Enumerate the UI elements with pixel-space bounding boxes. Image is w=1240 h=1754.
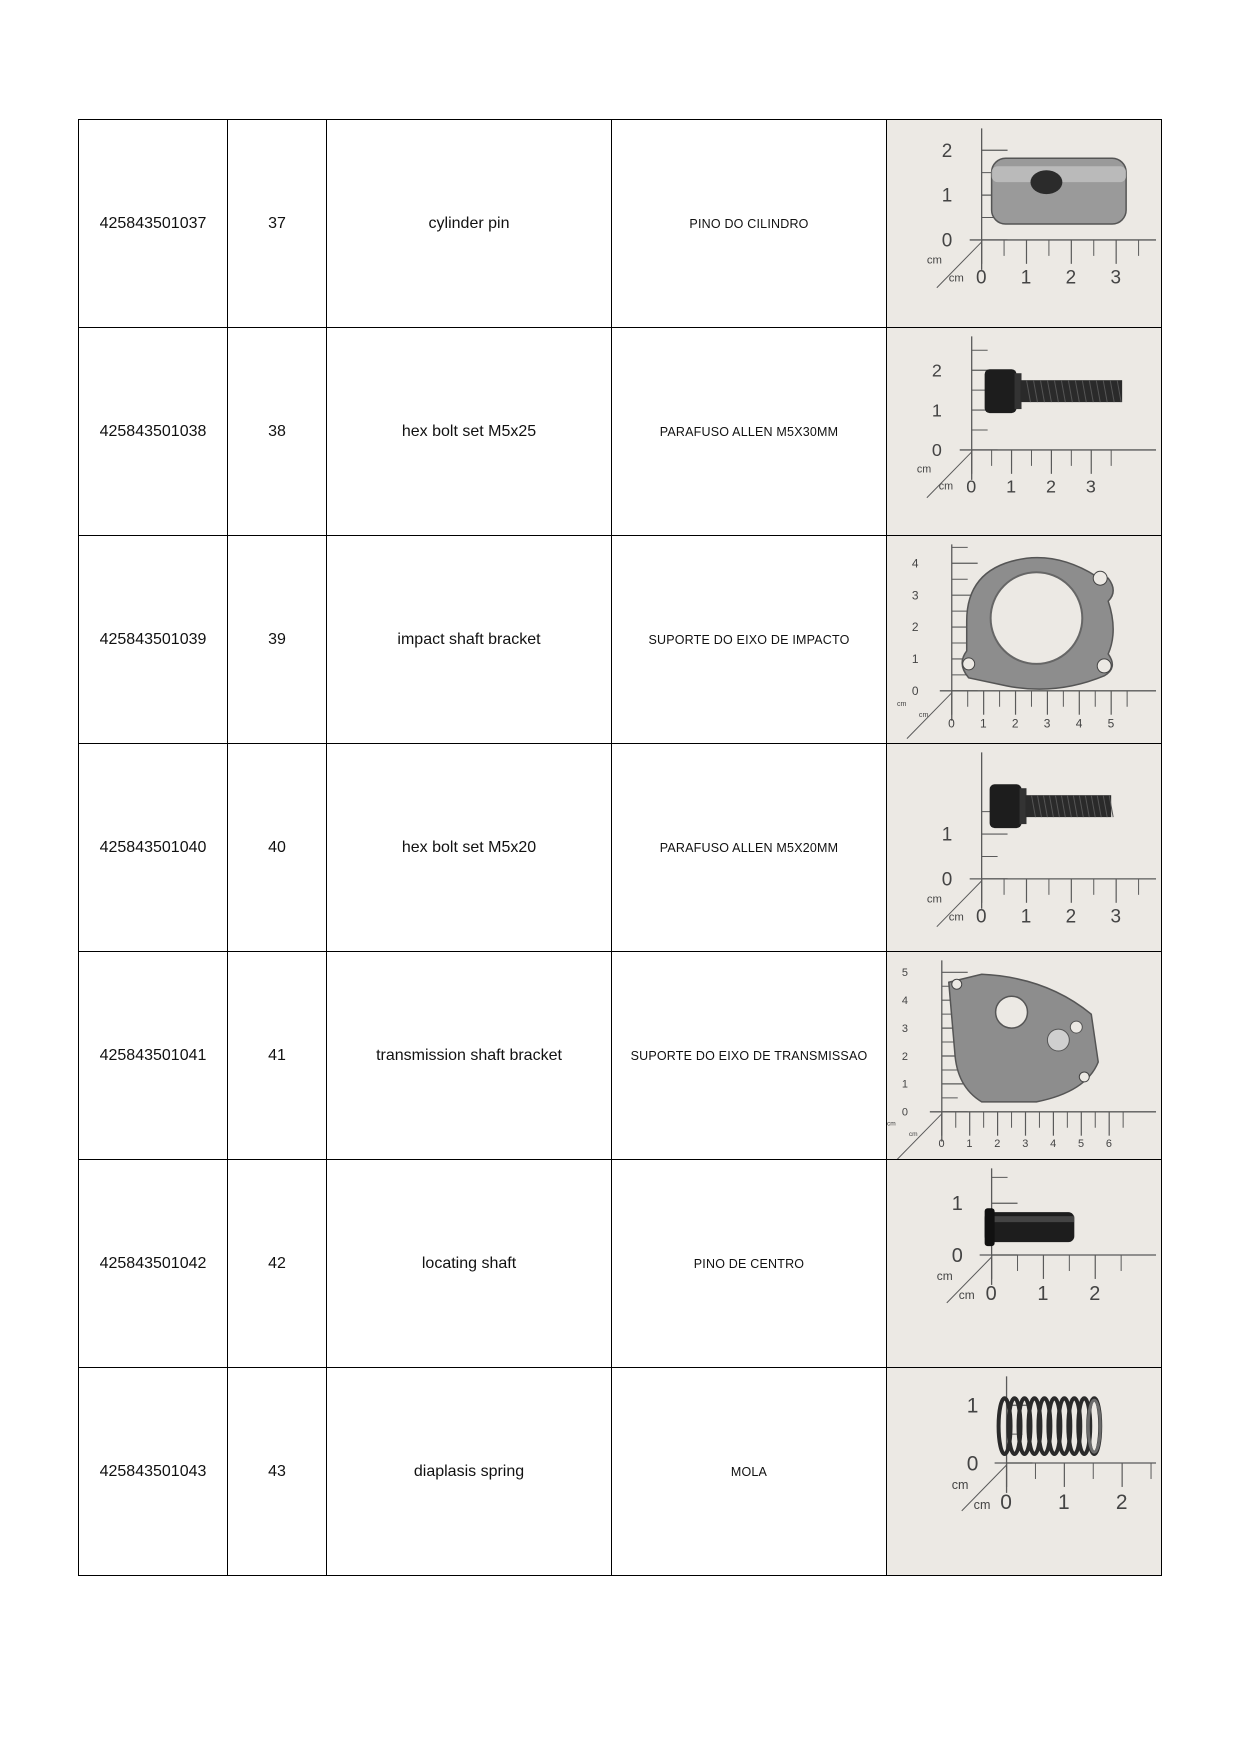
ruler-unit-label: cm [918, 711, 929, 720]
ruler-x-label: 0 [985, 1282, 997, 1305]
ruler-x-label: 3 [1085, 476, 1096, 497]
ruler-unit-label: cm [958, 1287, 975, 1302]
part-code: 425843501040 [79, 744, 228, 952]
part-name-pt: PARAFUSO ALLEN M5X20MM [612, 744, 887, 952]
ruler-y-label: 1 [951, 1193, 963, 1216]
transmission-bracket-photo [887, 952, 1161, 1159]
ruler-unit-label: cm [926, 893, 942, 906]
part-name-pt: PARAFUSO ALLEN M5X30MM [612, 328, 887, 536]
ruler-y-label: 0 [941, 869, 953, 891]
ruler-x-label: 5 [1078, 1138, 1085, 1151]
table-row [79, 120, 1162, 328]
part-name-pt: PINO DO CILINDRO [612, 120, 887, 328]
ruler-unit-label: cm [948, 272, 964, 285]
table-row [79, 952, 1162, 1160]
part-shape [949, 974, 1098, 1102]
ruler-y-label: 0 [901, 1106, 909, 1119]
table-row [79, 1160, 1162, 1368]
ruler-y-label: 3 [901, 1022, 909, 1035]
part-photo [887, 328, 1162, 536]
ruler-x-label: 2 [994, 1138, 1001, 1151]
table-row [79, 328, 1162, 536]
ruler-unit-label: cm [973, 1498, 991, 1513]
part-photo [887, 952, 1162, 1160]
ruler-x-label: 0 [1000, 1490, 1012, 1514]
ruler-unit-label: cm [896, 699, 907, 708]
part-name-en: transmission shaft bracket [327, 952, 612, 1160]
ruler-unit-label: cm [908, 1130, 918, 1138]
ruler-y-label: 1 [966, 1394, 979, 1418]
ruler-y-label: 1 [931, 400, 942, 421]
ruler-y-label: 4 [901, 995, 909, 1008]
ruler-unit-label: cm [887, 1120, 896, 1128]
part-name-pt: MOLA [612, 1368, 887, 1576]
part-number: 41 [228, 952, 327, 1160]
hex-bolt-photo [887, 328, 1161, 535]
part-photo [887, 744, 1162, 952]
ruler-x-label: 1 [1006, 476, 1017, 497]
part-shape [992, 158, 1127, 224]
cylinder-pin-photo [887, 120, 1161, 327]
part-name-pt: SUPORTE DO EIXO DE IMPACTO [612, 536, 887, 744]
ruler-y-label: 0 [966, 1452, 979, 1476]
part-photo [887, 536, 1162, 744]
parts-table [78, 119, 1162, 1576]
ruler-x-label: 2 [1065, 906, 1077, 928]
part-number: 37 [228, 120, 327, 328]
part-photo [887, 1160, 1162, 1368]
ruler-y-label: 2 [901, 1050, 909, 1063]
part-name-pt: PINO DE CENTRO [612, 1160, 887, 1368]
ruler-y-label: 3 [911, 588, 919, 603]
ruler-x-label: 2 [1065, 267, 1077, 289]
part-code: 425843501041 [79, 952, 228, 1160]
part-code: 425843501043 [79, 1368, 228, 1576]
part-name-en: locating shaft [327, 1160, 612, 1368]
ruler-unit-label: cm [951, 1478, 969, 1493]
ruler-x-label: 4 [1075, 716, 1083, 731]
ruler-y-label: 2 [911, 620, 919, 635]
table-row [79, 1368, 1162, 1576]
part-code: 425843501039 [79, 536, 228, 744]
part-photo [887, 1368, 1162, 1576]
ruler-x-label: 1 [980, 716, 987, 731]
part-code: 425843501038 [79, 328, 228, 536]
ruler-x-label: 0 [966, 476, 977, 497]
table-row [79, 536, 1162, 744]
ruler-y-label: 0 [931, 440, 942, 461]
part-number: 42 [228, 1160, 327, 1368]
ruler-x-label: 1 [1037, 1282, 1049, 1305]
ruler-y-label: 5 [901, 967, 909, 980]
ruler-y-label: 1 [941, 185, 953, 207]
ruler [917, 336, 1156, 497]
ruler-x-label: 0 [938, 1138, 945, 1151]
spring-photo [887, 1368, 1161, 1575]
ruler-x-label: 4 [1050, 1138, 1057, 1151]
part-name-en: diaplasis spring [327, 1368, 612, 1576]
ruler-x-label: 3 [1022, 1138, 1029, 1151]
part-shape [962, 558, 1113, 689]
part-photo [887, 120, 1162, 328]
ruler [927, 752, 1156, 927]
part-shape [985, 369, 1122, 413]
locating-shaft-photo [887, 1160, 1161, 1367]
ruler-y-label: 4 [911, 556, 919, 571]
part-number: 43 [228, 1368, 327, 1576]
ruler-y-label: 1 [911, 652, 919, 667]
ruler-x-label: 5 [1107, 716, 1115, 731]
ruler-y-label: 1 [901, 1078, 909, 1091]
ruler-x-label: 3 [1110, 906, 1122, 928]
part-number: 39 [228, 536, 327, 744]
ruler-y-label: 2 [941, 140, 953, 162]
ruler-x-label: 1 [1020, 906, 1032, 928]
ruler-x-label: 1 [1020, 267, 1032, 289]
ruler-x-label: 2 [1089, 1282, 1101, 1305]
ruler-y-label: 0 [941, 230, 953, 252]
ruler-x-label: 0 [975, 267, 987, 289]
ruler-x-label: 6 [1105, 1138, 1112, 1151]
hex-bolt-photo [887, 744, 1161, 951]
part-shape [990, 784, 1114, 828]
ruler-unit-label: cm [948, 911, 964, 924]
ruler-x-label: 0 [948, 716, 955, 731]
ruler-unit-label: cm [916, 463, 932, 476]
part-number: 40 [228, 744, 327, 952]
part-code: 425843501037 [79, 120, 228, 328]
ruler-x-label: 1 [966, 1138, 973, 1151]
ruler-y-label: 2 [931, 360, 942, 381]
ruler-y-label: 0 [911, 683, 919, 698]
part-name-en: hex bolt set M5x25 [327, 328, 612, 536]
part-name-en: hex bolt set M5x20 [327, 744, 612, 952]
ruler-x-label: 3 [1043, 716, 1051, 731]
ruler-y-label: 1 [941, 824, 953, 846]
ruler-unit-label: cm [936, 1268, 953, 1283]
part-name-pt: SUPORTE DO EIXO DE TRANSMISSAO [612, 952, 887, 1160]
part-shape [985, 1208, 1075, 1246]
part-name-en: impact shaft bracket [327, 536, 612, 744]
table-row [79, 744, 1162, 952]
ruler-x-label: 0 [975, 906, 987, 928]
ruler-x-label: 2 [1011, 716, 1019, 731]
ruler-x-label: 2 [1115, 1490, 1128, 1514]
ruler-x-label: 2 [1046, 476, 1056, 497]
part-name-en: cylinder pin [327, 120, 612, 328]
ruler-x-label: 3 [1110, 267, 1122, 289]
ruler-unit-label: cm [926, 254, 942, 267]
part-shape [999, 1398, 1101, 1454]
ruler-y-label: 0 [951, 1245, 963, 1268]
ruler-x-label: 1 [1058, 1490, 1070, 1514]
parts-table-body [79, 120, 1162, 1576]
part-code: 425843501042 [79, 1160, 228, 1368]
ruler-unit-label: cm [938, 480, 954, 493]
bracket-photo [887, 536, 1161, 743]
part-number: 38 [228, 328, 327, 536]
